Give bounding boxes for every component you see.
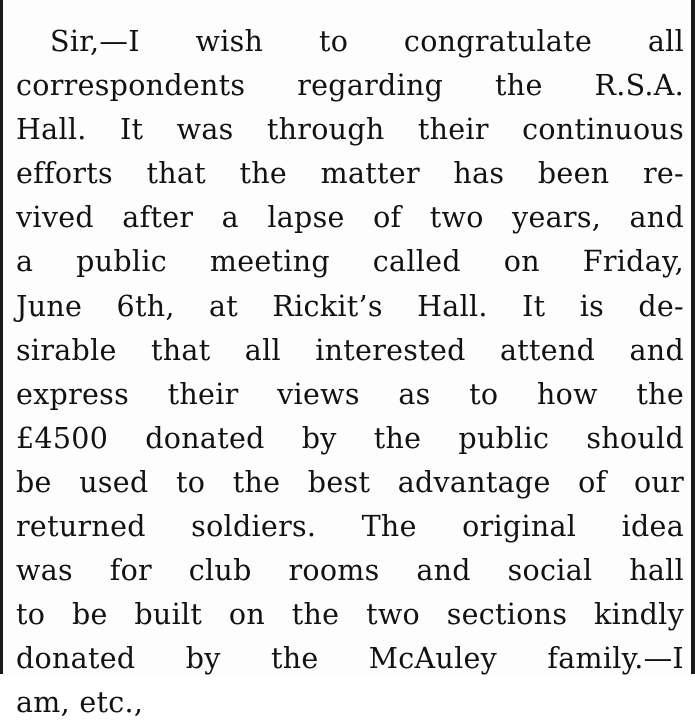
text-line: vived after a lapse of two years, and — [16, 201, 684, 235]
text-line: express their views as to how the — [16, 377, 684, 411]
text-line: a public meeting called on Friday, — [16, 245, 684, 279]
text-line: correspondents regarding the R.S.A. — [16, 69, 684, 103]
text-line: be used to the best advantage of our — [16, 465, 684, 499]
text-line: donated by the McAuley family.—I — [16, 642, 684, 676]
text-line: sirable that all interested attend and — [16, 333, 684, 367]
text-line: am, etc., — [16, 686, 144, 720]
text-line: Hall. It was through their continuous — [16, 113, 684, 147]
text-line: returned soldiers. The original idea — [16, 510, 684, 544]
text-line: was for club rooms and social hall — [16, 554, 684, 588]
text-line: efforts that the matter has been re- — [16, 157, 684, 191]
text-line: June 6th, at Rickit’s Hall. It is de- — [16, 289, 684, 323]
left-column-rule — [0, 0, 3, 674]
text-line: to be built on the two sections kindly — [16, 598, 684, 632]
text-line: Sir,—I wish to congratulate all — [50, 25, 684, 58]
letter-body — [16, 20, 684, 726]
text-line: £4500 donated by the public should — [16, 421, 684, 455]
right-column-rule — [691, 0, 695, 674]
